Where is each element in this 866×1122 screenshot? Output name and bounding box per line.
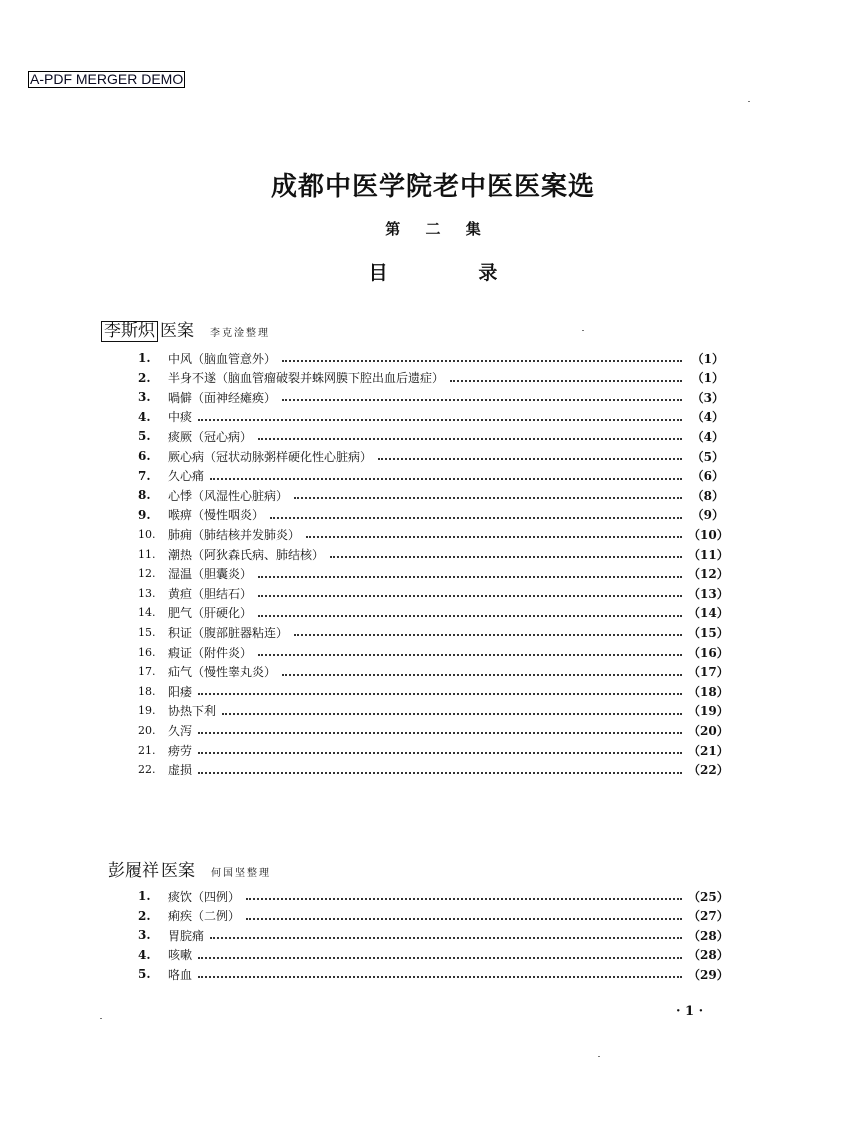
entry-number: 1. [138,889,151,903]
entry-page: （3） [691,390,724,405]
toc-entry [138,408,724,426]
dot-leader [198,693,682,695]
entry-page: （8） [691,488,724,503]
entry-title: 痰厥（冠心病） [168,429,253,444]
dot-leader [294,634,682,636]
entry-number: 18. [138,684,156,698]
entry-number: 6. [138,449,151,463]
entry-page: （16） [688,645,729,660]
dot-leader [282,399,682,401]
entry-title: 协热下利 [168,704,217,719]
toc-entry [138,565,729,583]
entry-page: （9） [691,508,724,523]
toc-entry [138,663,729,681]
dot-leader [258,615,682,617]
toc-heading-char: 录 [478,262,498,284]
entry-page: （12） [688,567,729,582]
toc-entry [138,643,729,661]
entry-title: 久泻 [168,723,193,738]
entry-page: （6） [691,469,724,484]
volume-subtitle [0,218,866,239]
entry-page: （27） [688,909,729,924]
toc-entry [138,741,729,759]
dot-leader [294,497,682,499]
entry-number: 12. [138,567,156,581]
section-author: 彭履祥 [108,861,159,881]
entry-title: 中痰 [168,410,193,425]
entry-title: 潮热（阿狄森氏病、肺结核） [168,547,325,562]
page-number: · 1 · [676,1004,704,1019]
entry-title: 中风（脑血管意外） [168,351,277,366]
entry-page: （4） [691,429,724,444]
dot-leader [330,556,682,558]
entry-page: （18） [688,684,729,699]
dot-leader [198,957,682,959]
dot-leader [258,438,682,440]
dot-leader [258,654,682,656]
toc-entry [138,427,724,445]
entry-number: 10. [138,527,156,541]
entry-title: 肥气（肝硬化） [168,606,253,621]
entry-page: （13） [688,586,729,601]
entry-page: （29） [688,967,729,982]
toc-entry [138,447,724,465]
entry-page: （1） [691,351,724,366]
entry-number: 7. [138,468,151,483]
entry-title: 瘕证（附件炎） [168,645,253,660]
toc-entry [138,721,729,739]
section-author: 李斯炽 [101,321,158,342]
toc-entry [138,946,729,964]
dot-leader [306,536,682,538]
toc-entry [138,965,729,983]
toc-heading-char: 目 [368,262,388,284]
toc-entry [138,388,724,406]
entry-page: （4） [691,410,724,425]
entry-number: 4. [138,409,151,424]
toc-entry [138,486,724,504]
entry-number: 22. [138,763,156,777]
dot-leader [198,976,682,978]
entry-number: 20. [138,723,156,737]
section-header [108,856,271,881]
toc-entry [138,887,729,905]
entry-page: （28） [688,928,729,943]
entry-number: 3. [138,928,151,943]
entry-number: 21. [138,743,156,757]
entry-title: 积证（腹部脏器粘连） [168,625,289,640]
entry-title: 咳嗽 [168,948,193,963]
subtitle-char: 集 [465,220,481,238]
section-suffix: 医案 [161,861,195,881]
dot-leader [222,713,682,715]
entry-page: （10） [688,527,729,542]
toc-entry [138,525,729,543]
entry-number: 2. [138,908,151,923]
entry-page: （28） [688,948,729,963]
toc-heading [0,258,866,285]
entry-page: （20） [688,723,729,738]
section-suffix: 医案 [160,321,194,341]
scan-speck [748,101,750,102]
entry-number: 3. [138,390,151,405]
dot-leader [282,674,682,676]
dot-leader [258,576,682,578]
entry-number: 8. [138,488,151,503]
entry-title: 久心痛 [168,469,205,484]
entry-number: 1. [138,351,151,365]
dot-leader [378,458,682,460]
entry-title: 虚损 [168,763,193,778]
dot-leader [246,898,682,900]
entry-number: 2. [138,370,151,385]
subtitle-char: 第 [385,220,401,238]
dot-leader [198,772,682,774]
entry-page: （25） [688,889,729,904]
entry-title: 阳痿 [168,684,193,699]
entry-title: 疝气（慢性睾丸炎） [168,665,277,680]
entry-number: 9. [138,507,151,522]
entry-title: 厥心病（冠状动脉粥样硬化性心脏病） [168,449,373,464]
entry-title: 痰饮（四例） [168,889,241,904]
entry-title: 痨劳 [168,743,193,758]
entry-title: 心悸（风湿性心脏病） [168,488,289,503]
dot-leader [210,478,682,480]
entry-number: 19. [138,704,156,718]
toc-entry [138,926,729,944]
entry-title: 咯血 [168,967,193,982]
entry-page: （17） [688,665,729,680]
toc-entry [138,467,724,485]
entry-title: 胃脘痛 [168,928,205,943]
entry-page: （15） [688,625,729,640]
entry-number: 11. [138,547,156,561]
entry-page: （14） [688,606,729,621]
entry-page: （11） [688,547,729,562]
entry-page: （22） [688,763,729,778]
scan-speck [582,330,584,331]
entry-title: 喎僻（面神经瘫痪） [168,390,277,405]
toc-entry [138,584,729,602]
toc-entry [138,369,724,387]
toc-entry [138,506,724,524]
entry-number: 17. [138,665,156,679]
entry-number: 5. [138,967,151,982]
dot-leader [246,918,682,920]
scan-speck [100,1018,102,1019]
entry-title: 痢疾（二例） [168,909,241,924]
dot-leader [198,752,682,754]
toc-entry [138,604,729,622]
scan-speck [598,1056,600,1057]
dot-leader [450,380,682,382]
entry-number: 4. [138,947,151,962]
entry-number: 13. [138,586,156,600]
entry-page: （1） [691,371,724,386]
book-title: 成都中医学院老中医医案选 [270,172,595,202]
section-editor: 何国坚整理 [211,868,271,879]
toc-entry [138,623,729,641]
toc-entry [138,682,729,700]
dot-leader [210,937,682,939]
dot-leader [198,732,682,734]
toc-entry [138,907,729,925]
entry-page: （21） [688,743,729,758]
entry-number: 15. [138,625,156,639]
subtitle-char: 二 [425,220,441,238]
dot-leader [258,595,682,597]
entry-number: 14. [138,606,156,620]
dot-leader [270,517,682,519]
entry-title: 半身不遂（脑血管瘤破裂并蛛网膜下腔出血后遗症） [168,371,445,386]
entry-title: 喉痹（慢性咽炎） [168,508,265,523]
entry-title: 黄疸（胆结石） [168,586,253,601]
toc-entry [138,761,729,779]
entry-title: 湿温（胆囊炎） [168,567,253,582]
toc-entry [138,545,729,563]
toc-entry [138,349,724,367]
dot-leader [282,360,682,362]
dot-leader [198,419,682,421]
section-editor: 李克淦整理 [210,328,270,339]
section-header [101,316,270,342]
toc-entry [138,702,729,720]
entry-page: （5） [691,449,724,464]
entry-number: 5. [138,429,151,444]
entry-page: （19） [688,704,729,719]
watermark-label: A-PDF MERGER DEMO [30,71,184,87]
entry-title: 肺痈（肺结核并发肺炎） [168,527,301,542]
entry-number: 16. [138,645,156,659]
